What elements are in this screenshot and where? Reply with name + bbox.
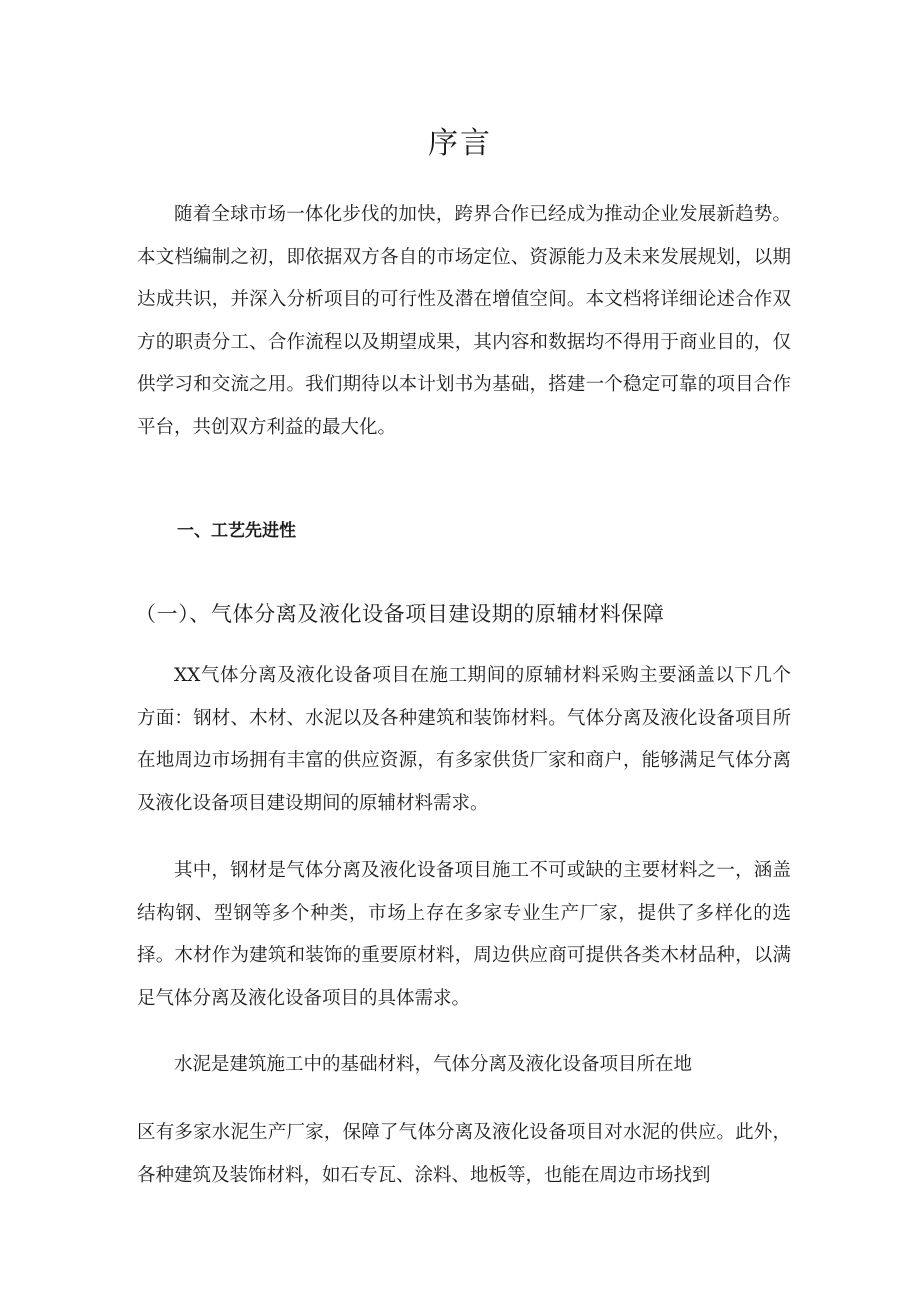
body-paragraph-continuation: 区有多家水泥生产厂家，保障了气体分离及液化设备项目对水泥的供应。此外，各种建筑及装饰材料，如石专瓦、涂料、地板等，也能在周边市场找到 (137, 1122, 791, 1186)
body-paragraph-steel-wood: 其中，钢材是气体分离及液化设备项目施工不可或缺的主要材料之一，涵盖结构钢、型钢等多个种类，市场上存在多家专业生产厂家，提供了多样化的选择。木材作为建筑和装饰的重要原材料，周边供应商可提供各类木材品种，以满足气体分离及液化设备项目的具体需求。 (137, 860, 791, 1009)
body-paragraph-cement: 水泥是建筑施工中的基础材料，气体分离及液化设备项目所在地 (174, 1054, 693, 1075)
intro-paragraph: 随着全球市场一体化步伐的加快，跨界合作已经成为推动企业发展新趋势。本文档编制之初，即依据双方各自的市场定位、资源能力及未来发展规划，以期达成共识，并深入分析项目的可行性及潜在增值空间。本文档将详细论述合作双方的职责分工、合作流程以及期望成果，其内容和数据均不得用于商业目的，仅供学习和交流之用。我们期待以本计划书为基础，搭建一个稳定可靠的项目合作平台，共创双方利益的最大化。 (137, 204, 791, 438)
body-paragraph-materials: XX气体分离及液化设备项目在施工期间的原辅材料采购主要涵盖以下几个方面：钢材、木材、水泥以及各种建筑和装饰材料。气体分离及液化设备项目所在地周边市场拥有丰富的供应资源，有多家供货厂家和商户，能够满足气体分离及液化设备项目建设期间的原辅材料需求。 (137, 665, 791, 814)
document-title: 序言 (428, 126, 492, 161)
sub-heading: （一）、气体分离及液化设备项目建设期的原辅材料保障 (135, 602, 665, 626)
section-heading: 一、工艺先进性 (177, 521, 296, 541)
